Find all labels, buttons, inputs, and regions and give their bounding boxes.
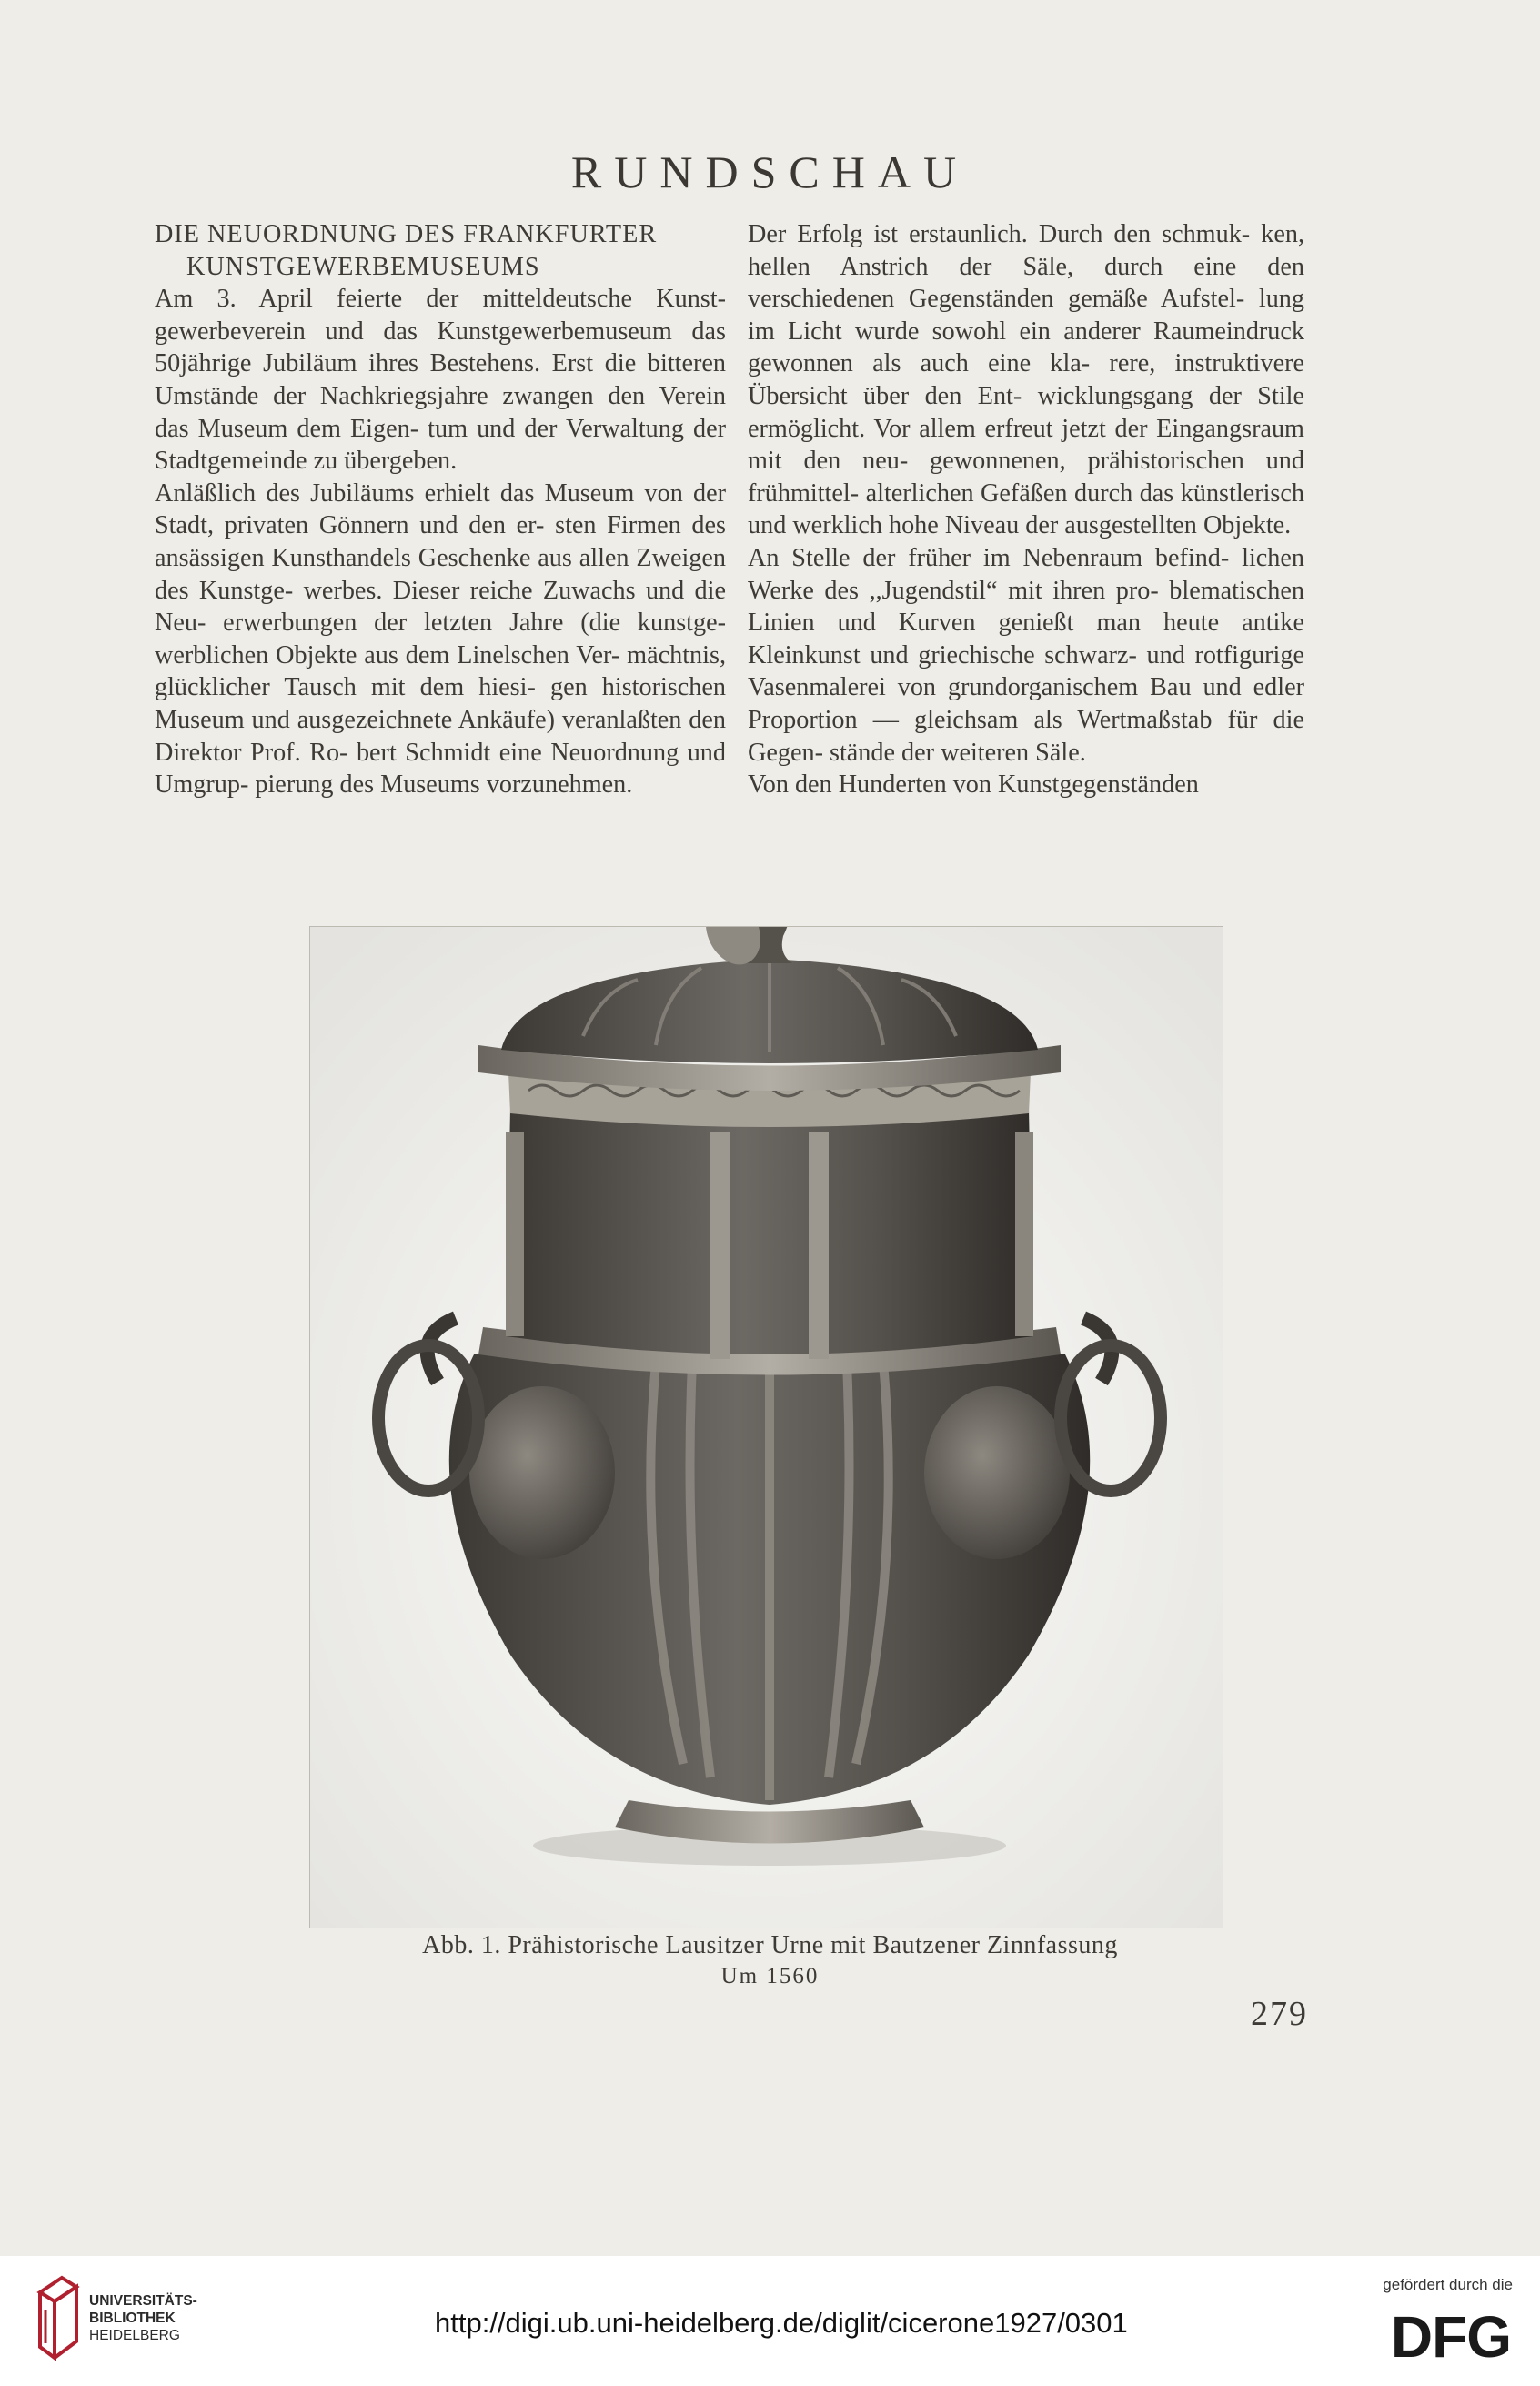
heading-line-1: DIE NEUORDNUNG DES FRANKFURTER: [155, 220, 658, 248]
dfg-logo: DFG: [1390, 2304, 1511, 2370]
paragraph: Am 3. April feierte der mitteldeutsche Kunst- gewerbeverein und das Kunstgewerbemuseum das 50jährige Jubiläum ihres Bestehens. Erst die bitteren Umstände der Nachkriegsjahre zwangen den Verein das Museum dem Eigen- tum und der Verwaltung der Stadtgemeinde zu übergeben.: [155, 285, 726, 476]
left-column: [155, 218, 726, 801]
running-title: RUNDSCHAU: [570, 146, 970, 197]
university-library-logo-icon: [35, 2274, 82, 2365]
right-column: [748, 218, 1304, 801]
figure-caption: [0, 1930, 1540, 1992]
institution-line-1: UNIVERSITÄTS-: [89, 2293, 197, 2309]
urn-boss-right: [924, 1386, 1070, 1559]
page-number: 279: [1251, 1995, 1308, 2033]
institution-line-2: BIBLIOTHEK: [89, 2310, 176, 2326]
heading-line-2: KUNSTGEWERBEMUSEUMS: [186, 252, 540, 281]
digitization-footer: [0, 2256, 1540, 2386]
caption-text: Abb. 1. Prähistorische Lausitzer Urne mit Bautzener Zinnfassung: [422, 1931, 1118, 1959]
urn-photograph: [309, 926, 1223, 1928]
urn-neck: [506, 1109, 1033, 1354]
urn-boss-left: [469, 1386, 615, 1559]
institution-name: [89, 2292, 197, 2344]
paragraph: An Stelle der früher im Nebenraum befind- lichen Werke des ,,Jugendstil“ mit ihren pro- blematischen Linien und Kurven genießt man heute antike Kleinkunst und griechische schwarz- und rotfigurige Vasenmalerei von grundorganischem Bau und edler Proportion — gleichsam als Wertmaßstab für die Gegen- stände der weiteren Säle.: [748, 543, 1304, 767]
paragraph: Anläßlich des Jubiläums erhielt das Museum von der Stadt, privaten Gönnern und den er- sten Firmen des ansässigen Kunsthandels Geschenke aus allen Zweigen des Kunstge- werbes. Dieser reiche Zuwachs und die Neu- erwerbungen der letzten Jahre (die kunstge- werblichen Objekte aus dem Linelschen Ver- mächtnis, glücklicher Tausch mit dem hiesi- gen historischen Museum und ausgezeichnete Ankäufe) veranlaßten den Direktor Prof. Ro- bert Schmidt eine Neuordnung und Umgrup- pierung des Museums vorzunehmen.: [155, 478, 726, 800]
source-url-link[interactable]: http://digi.ub.uni-heidelberg.de/diglit/cicerone1927/0301: [435, 2307, 1128, 2339]
paragraph: Von den Hunderten von Kunstgegenständen: [748, 770, 1199, 800]
paragraph: Der Erfolg ist erstaunlich. Durch den schmuk- ken, hellen Anstrich der Säle, durch eine den verschiedenen Gegenständen gemäße Aufstel- lung im Licht wurde sowohl ein anderer Raumeindruck gewonnen als auch eine kla- rere, instruktivere Übersicht über den Ent- wicklungsgang der Stile ermöglicht. Vor allem erfreut jetzt der Eingangsraum mit den neu- gewonnenen, prähistorischen und frühmittel- alterlichen Gefäßen durch das künstlerisch und werklich hohe Niveau der ausgestellten Objekte.: [748, 220, 1304, 540]
funding-note: gefördert durch die: [1383, 2276, 1513, 2293]
institution-line-3: HEIDELBERG: [89, 2328, 180, 2343]
caption-date: Um 1560: [720, 1964, 820, 1988]
article-heading: [155, 218, 726, 283]
